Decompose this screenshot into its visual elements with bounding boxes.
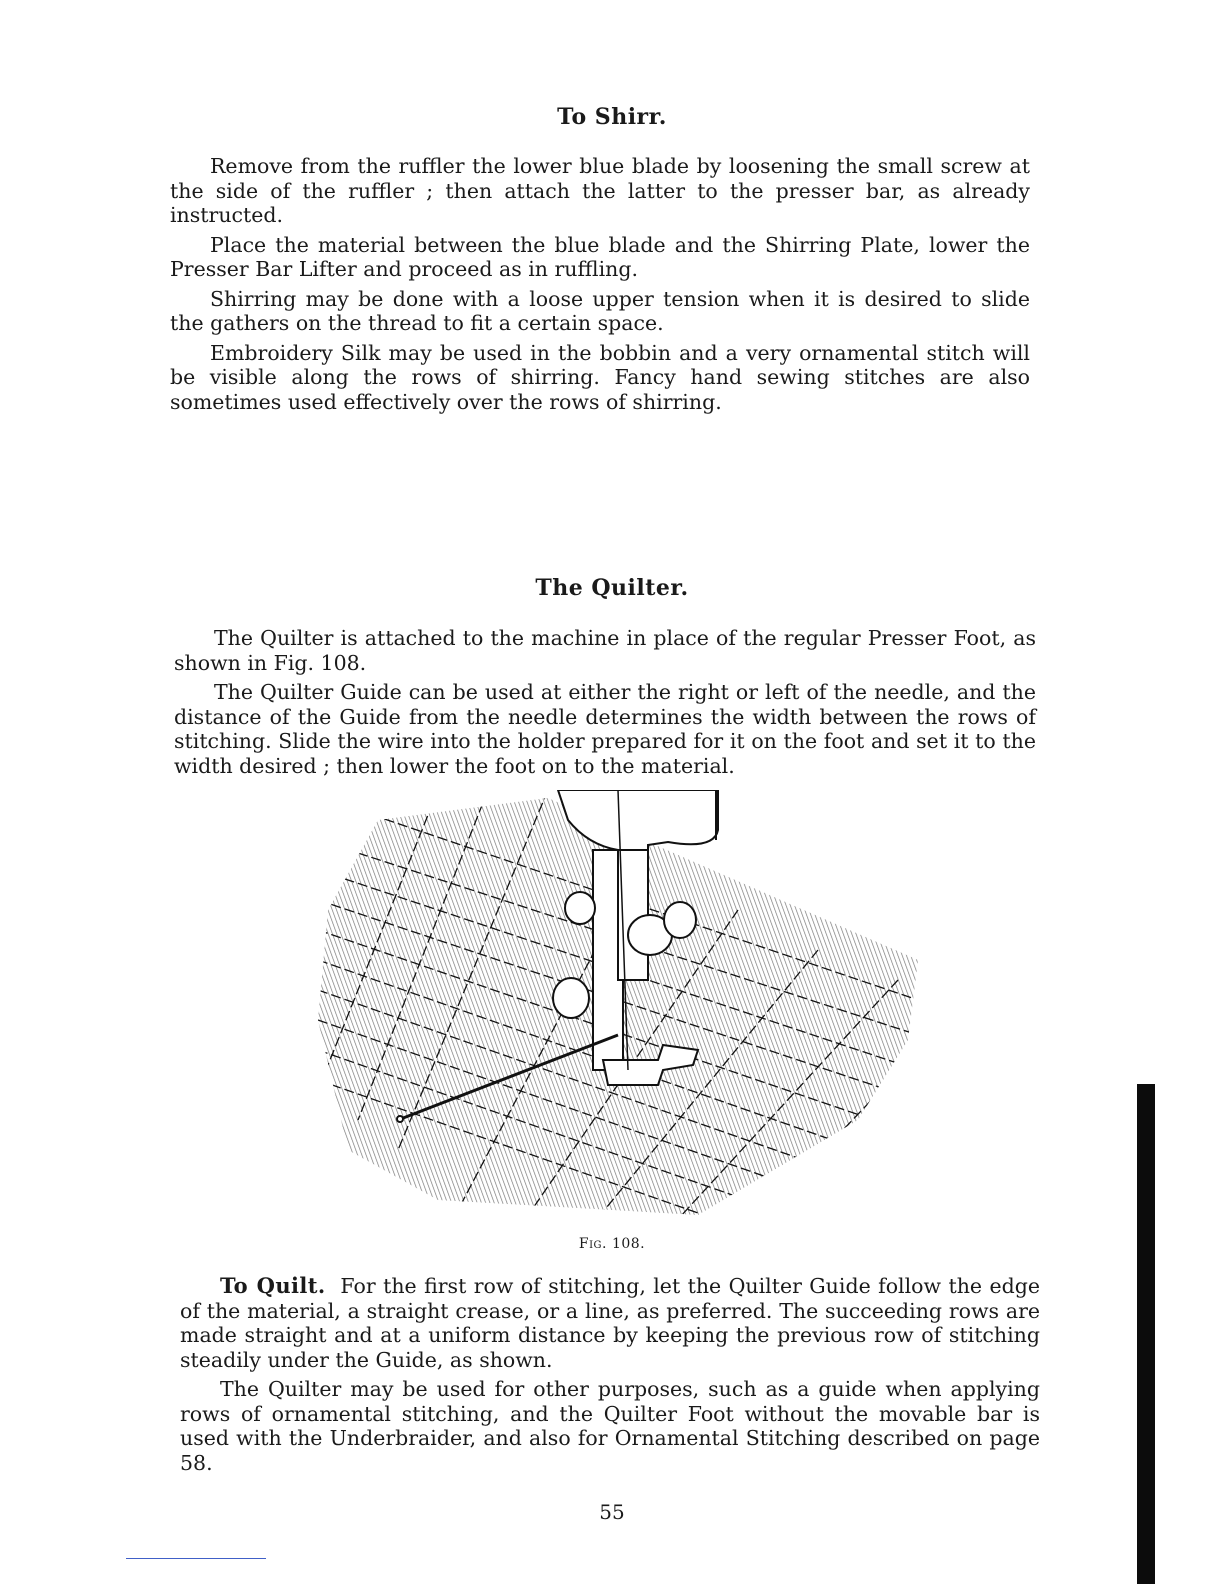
figure-caption-prefix: Fig. <box>578 1236 607 1252</box>
quilt-runin-heading: To Quilt. <box>220 1273 326 1298</box>
quilt-paragraph-2: The Quilter may be used for other purposes, such as a guide when applying rows of ornamental stitching, and the Quilter Foot without the movable bar is used with the Underbraider, and also for Ornamental Stitching described on page 58. <box>180 1377 1040 1475</box>
quilter-text-block <box>174 626 1036 783</box>
quilt-paragraph-1-text: For the first row of stitching, let the Quilter Guide follow the edge of the material, a straight crease, or a line, as preferred. The succeeding rows are made straight and at a uniform distance by keeping the previous row of stitching steadily under the Guide, as shown. <box>180 1274 1040 1372</box>
figure-caption-number: 108. <box>611 1236 646 1252</box>
page-number: 55 <box>599 1500 625 1524</box>
quilter-figure-illustration <box>318 790 918 1215</box>
shirr-text-block <box>170 154 1030 419</box>
shirr-paragraph-4: Embroidery Silk may be used in the bobbin and a very ornamental stitch will be visible along the rows of shirring. Fancy hand sewing stitches are also sometimes used effectively over the rows of shirring. <box>170 340 1030 414</box>
shirr-paragraph-1: Remove from the ruffler the lower blue blade by loosening the small screw at the side of the ruffler ; then attach the latter to the presser bar, as already instructed. <box>170 154 1030 227</box>
quilter-paragraph-2: The Quilter Guide can be used at either the right or left of the needle, and the distance of the Guide from the needle determines the width between the rows of stitching. Slide the wire into the holder prepared for it on the foot and set it to the width desired ; then lower the foot on to the material. <box>174 680 1036 778</box>
shirr-paragraph-3: Shirring may be done with a loose upper tension when it is desired to slide the gathers on the thread to fit a certain space. <box>170 286 1030 335</box>
quilter-paragraph-1: The Quilter is attached to the machine in place of the regular Presser Foot, as shown in Fig. 108. <box>174 626 1036 675</box>
scan-edge-bar <box>1137 1084 1155 1584</box>
shirr-paragraph-2: Place the material between the blue blade and the Shirring Plate, lower the Presser Bar Lifter and proceed as in ruffling. <box>170 232 1030 281</box>
heading-the-quilter: The Quilter. <box>535 575 689 601</box>
heading-to-shirr: To Shirr. <box>557 104 667 130</box>
scan-blue-line <box>126 1558 266 1559</box>
quilt-paragraph-1 <box>180 1274 1040 1372</box>
quilt-text-block <box>180 1274 1040 1480</box>
figure-caption <box>0 1236 1224 1252</box>
